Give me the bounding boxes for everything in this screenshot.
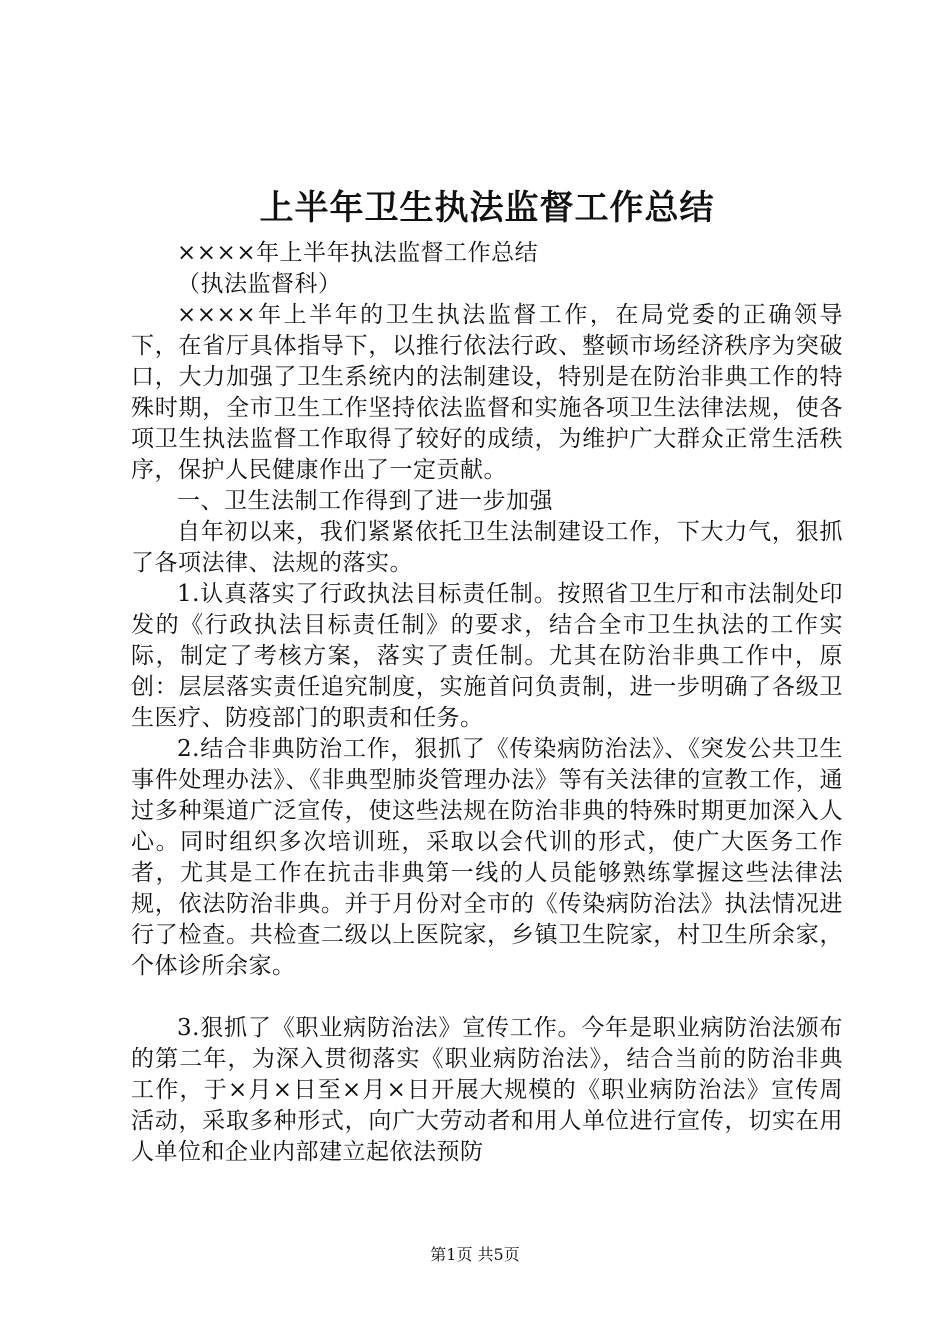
subtitle-line: ××××年上半年执法监督工作总结 bbox=[177, 240, 539, 266]
section-intro-paragraph: 自年初以来，我们紧紧依托卫生法制建设工作，下大力气，狠抓了各项法律、法规的落实。 bbox=[131, 519, 843, 576]
item-1-paragraph: 1.认真落实了行政执法目标责任制。按照省卫生厅和市法制处印发的《行政执法目标责任制》的要求，结合全市卫生执法的工作实际，制定了考核方案，落实了责任制。尤其在防治非典工作中，原创：层层落实责任追究制度，实施首问负责制，进一步明确了各级卫生医疗、防疫部门的职责和任务。 bbox=[131, 581, 843, 731]
document-page bbox=[131, 0, 843, 1344]
document-body bbox=[131, 238, 843, 1168]
page-number-footer: 第1页 共5页 bbox=[430, 1245, 520, 1264]
section-heading: 一、卫生法制工作得到了进一步加强 bbox=[177, 488, 553, 514]
department-line: （执法监督科） bbox=[177, 271, 342, 297]
item-2-paragraph: 2.结合非典防治工作，狠抓了《传染病防治法》、《突发公共卫生事件处理办法》、《非典型肺炎管理办法》等有关法律的宣教工作，通过多种渠道广泛宣传，使这些法规在防治非典的特殊时期更加深入人心。同时组织多次培训班，采取以会代训的形式，使广大医务工作者，尤其是工作在抗击非典第一线的人员能够熟练掌握这些法律法规，依法防治非典。并于月份对全市的《传染病防治法》执法情况进行了检查。共检查二级以上医院家，乡镇卫生院家，村卫生所余家，个体诊所余家。 bbox=[131, 736, 843, 979]
document-title: 上半年卫生执法监督工作总结 bbox=[259, 188, 715, 228]
intro-paragraph: ××××年上半年的卫生执法监督工作，在局党委的正确领导下，在省厅具体指导下，以推行依法行政、整顿市场经济秩序为突破口，大力加强了卫生系统内的法制建设，特别是在防治非典工作的特殊时期，全市卫生工作坚持依法监督和实施各项卫生法律法规，使各项卫生执法监督工作取得了较好的成绩，为维护广大群众正常生活秩序，保护人民健康作出了一定贡献。 bbox=[131, 302, 843, 483]
item-3-paragraph: 3.狠抓了《职业病防治法》宣传工作。今年是职业病防治法颁布的第二年，为深入贯彻落实《职业病防治法》，结合当前的防治非典工作，于×月×日至×月×日开展大规模的《职业病防治法》宣传周活动，采取多种形式，向广大劳动者和用人单位进行宣传，切实在用人单位和企业内部建立起依法预防 bbox=[131, 1015, 843, 1165]
